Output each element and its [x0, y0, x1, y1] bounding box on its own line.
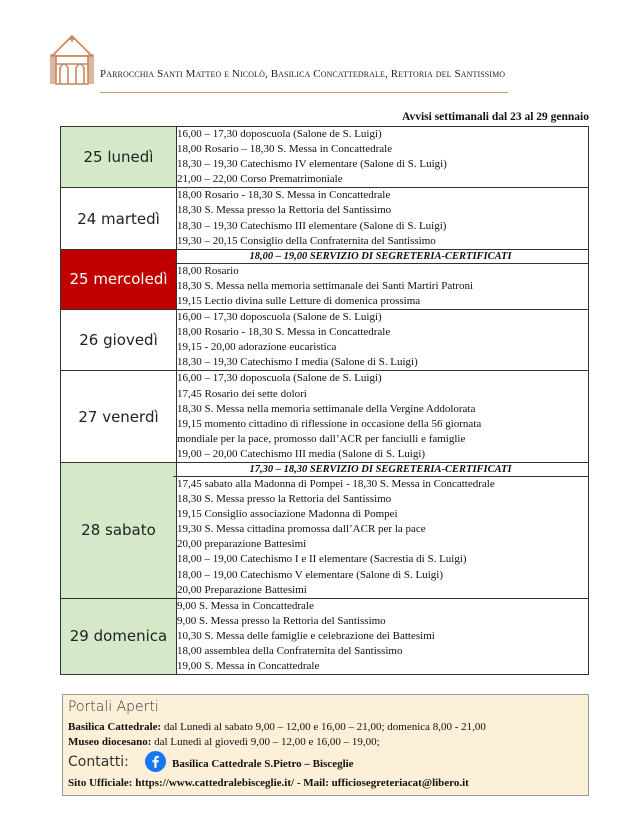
facebook-icon[interactable]: [145, 751, 166, 772]
schedule-row: [61, 188, 589, 249]
activity-line: 17,45 sabato alla Madonna di Pompei - 18,30 S. Messa in Concattedrale: [177, 477, 495, 490]
day-label: 28 sabato: [61, 462, 177, 598]
activity-line: 17,45 Rosario dei sette dolori: [177, 387, 307, 400]
activity-line: 18,00 – 19,00 Catechismo I e II elementare (Sacrestia di S. Luigi): [177, 553, 467, 566]
activity-line: 19,15 - 20,00 adorazione eucaristica: [177, 341, 337, 354]
basilica-label: Basilica Cattedrale:: [68, 721, 162, 733]
day-label: 26 giovedì: [61, 310, 177, 371]
museo-hours-line: [68, 736, 380, 748]
schedule-row: [61, 462, 589, 598]
activity-line: 18,30 S. Messa presso la Rettoria del Santissimo: [177, 204, 392, 217]
secretary-service-notice: 17,30 – 18,30 SERVIZIO DI SEGRETERIA-CERTIFICATI: [173, 463, 588, 477]
day-label: 27 venerdì: [61, 371, 177, 463]
activity-line: 19,15 Consiglio associazione Madonna di Pompei: [177, 508, 398, 521]
activity-line: 18,30 – 19,30 Catechismo I media (Salone di S. Luigi): [177, 356, 418, 369]
header-divider: [100, 92, 508, 93]
day-activities: [177, 310, 589, 371]
activity-line: 19,00 – 20,00 Catechismo III media (Salone di S. Luigi): [177, 447, 426, 460]
basilica-hours: dal Lunedì al sabato 9,00 – 12,00 e 16,00 – 21,00; domenica 8,00 - 21,00: [163, 721, 486, 733]
day-activities: [177, 598, 589, 674]
activity-line: 9,00 S. Messa in Concattedrale: [177, 599, 314, 612]
church-logo-icon: [48, 34, 96, 86]
weekly-schedule-table: [60, 126, 589, 675]
day-label: 25 lunedì: [61, 127, 177, 188]
activity-line: 18,00 Rosario - 18,30 S. Messa in Concattedrale: [177, 326, 391, 339]
facebook-page-link[interactable]: Basilica Cattedrale S.Pietro – Bisceglie: [172, 758, 354, 770]
page-header: [44, 34, 604, 96]
activity-line: 18,30 S. Messa nella memoria settimanale della Vergine Addolorata: [177, 402, 476, 415]
activity-line: 21,00 – 22,00 Corso Prematrimoniale: [177, 173, 343, 186]
day-activities: [177, 127, 589, 188]
schedule-row: [61, 598, 589, 674]
activity-line: 20,00 preparazione Battesimi: [177, 538, 307, 551]
activity-line: 18,30 – 19,30 Catechismo IV elementare (Salone di S. Luigi): [177, 158, 447, 171]
activity-line: 18,00 Rosario – 18,30 S. Messa in Concattedrale: [177, 143, 393, 156]
basilica-hours-line: [68, 721, 486, 733]
activity-line: 9,00 S. Messa presso la Rettoria del Santissimo: [177, 614, 386, 627]
activity-line: 16,00 – 17,30 doposcuola (Salone de S. Luigi): [177, 311, 382, 324]
parish-title: Parrocchia Santi Matteo e Nicolò, Basilica Concattedrale, Rettoria del Santissimo: [100, 68, 506, 80]
museo-hours: dal Lunedì al giovedì 9,00 – 12,00 e 16,00 – 19,00;: [154, 736, 380, 748]
activity-line: 18,30 – 19,30 Catechismo III elementare (Salone di S. Luigi): [177, 219, 447, 232]
footer-box: [62, 694, 589, 796]
activity-line: 18,00 Rosario: [177, 264, 239, 277]
site-and-mail-line[interactable]: Sito Ufficiale: https://www.cattedralebisceglie.it/ - Mail: ufficiosegreteriacat@libero.it: [68, 777, 469, 789]
activity-line: mondiale per la pace, promosso dall’ACR per fanciulli e famiglie: [177, 432, 466, 445]
activity-line: 18,30 S. Messa presso la Rettoria del Santissimo: [177, 493, 392, 506]
activity-line: 18,30 S. Messa nella memoria settimanale dei Santi Martiri Patroni: [177, 279, 474, 292]
day-label: 24 martedì: [61, 188, 177, 249]
schedule-row: [61, 371, 589, 463]
portali-title: Portali Aperti: [68, 699, 159, 715]
activity-line: 19,15 Lectio divina sulle Letture di domenica prossima: [177, 294, 421, 307]
museo-label: Museo diocesano:: [68, 736, 152, 748]
activity-line: 18,00 assemblea della Confraternita del Santissimo: [177, 645, 403, 657]
activity-line: 16,00 – 17,30 doposcuola (Salone de S. Luigi): [177, 128, 382, 140]
activity-line: 19,15 momento cittadino di riflessione in occasione della 56 giornata: [177, 417, 482, 430]
activity-line: 19,30 S. Messa cittadina promossa dall’ACR per la pace: [177, 523, 426, 536]
schedule-row: [61, 249, 589, 309]
schedule-row: [61, 310, 589, 371]
activity-line: 10,30 S. Messa delle famiglie e celebrazione dei Battesimi: [177, 629, 435, 642]
contatti-title: Contatti:: [68, 754, 129, 770]
activity-line: 18,00 – 19,00 Catechismo V elementare (Salone di S. Luigi): [177, 568, 443, 581]
activity-line: 16,00 – 17,30 doposcuola (Salone de S. Luigi): [177, 372, 382, 385]
day-activities: [177, 371, 589, 463]
activity-line: 20,00 Preparazione Battesimi: [177, 583, 307, 596]
schedule-row: [61, 127, 589, 188]
activity-line: 19,30 – 20,15 Consiglio della Confraternita del Santissimo: [177, 234, 436, 247]
secretary-service-notice: 18,00 – 19,00 SERVIZIO DI SEGRETERIA-CERTIFICATI: [173, 250, 588, 264]
day-activities: [177, 462, 589, 598]
day-activities: [177, 188, 589, 249]
day-label: 25 mercoledì: [61, 249, 177, 309]
day-label: 29 domenica: [61, 598, 177, 674]
day-activities: [177, 249, 589, 309]
weekly-notices-title: Avvisi settimanali dal 23 al 29 gennaio: [402, 111, 589, 123]
activity-line: 19,00 S. Messa in Concattedrale: [177, 660, 320, 673]
activity-line: 18,00 Rosario - 18,30 S. Messa in Concattedrale: [177, 189, 391, 202]
